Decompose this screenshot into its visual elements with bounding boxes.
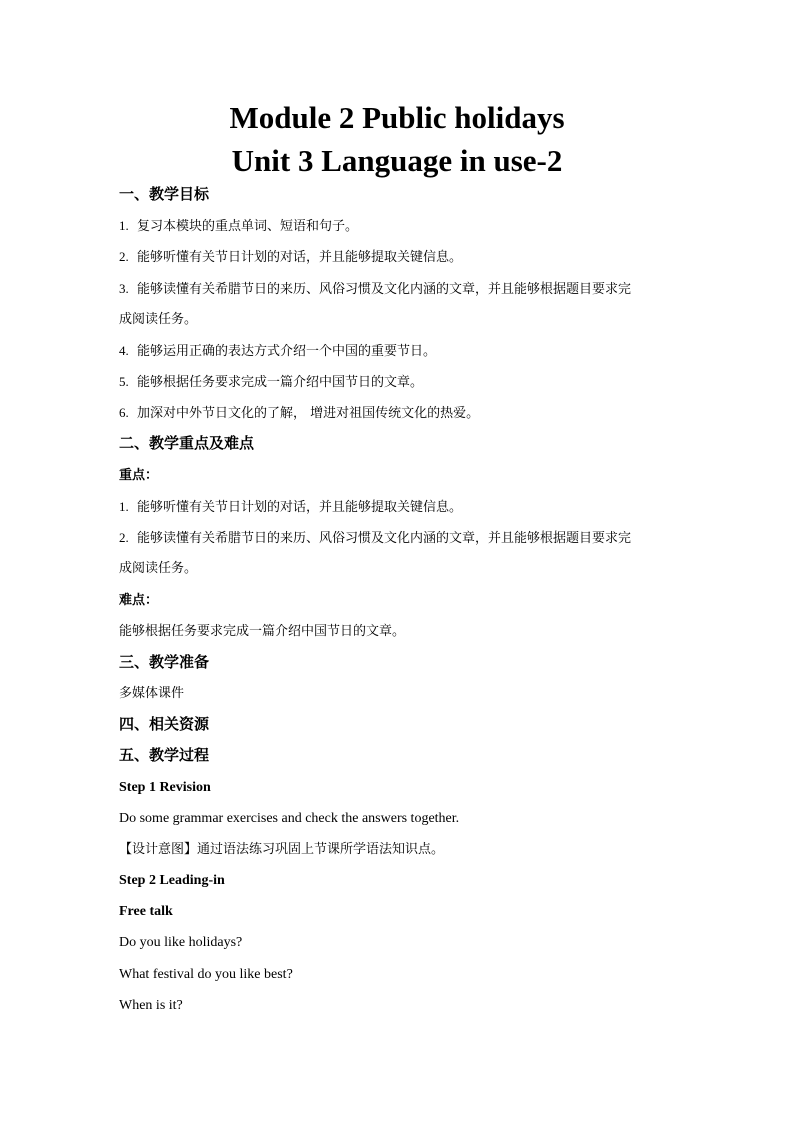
free-talk-label: Free talk bbox=[119, 904, 173, 919]
section-heading-objectives: 一、教学目标 bbox=[119, 185, 210, 203]
objective-item bbox=[119, 404, 479, 423]
document-title-line-2: Unit 3 Language in use-2 bbox=[231, 143, 563, 178]
key-point-item bbox=[119, 529, 631, 548]
item-number: 5. bbox=[119, 374, 129, 389]
key-point-item bbox=[119, 498, 462, 517]
item-text: 能够读懂有关希腊节日的来历、风俗习惯及文化内涵的文章，并且能够根据题目要求完 bbox=[137, 282, 632, 297]
item-text: 能够根据任务要求完成一篇介绍中国节日的文章。 bbox=[137, 375, 424, 390]
item-number: 2. bbox=[119, 530, 129, 545]
objective-item bbox=[119, 342, 436, 361]
key-point-item-continuation: 成阅读任务。 bbox=[119, 561, 198, 576]
objective-item bbox=[119, 248, 462, 267]
document-title-line-1: Module 2 Public holidays bbox=[229, 100, 565, 135]
item-text: 能够听懂有关节日计划的对话，并且能够提取关键信息。 bbox=[137, 500, 463, 515]
section-heading-key-points: 二、教学重点及难点 bbox=[119, 434, 255, 452]
item-text: 能够读懂有关希腊节日的来历、风俗习惯及文化内涵的文章，并且能够根据题目要求完 bbox=[137, 531, 632, 546]
step-1-text: Do some grammar exercises and check the answers together. bbox=[119, 811, 460, 826]
step-1-title: Step 1 Revision bbox=[119, 780, 211, 795]
preparation-text: 多媒体课件 bbox=[119, 686, 185, 701]
question-line: What festival do you like best? bbox=[119, 967, 293, 982]
key-points-label: 重点： bbox=[119, 468, 159, 483]
question-line: When is it? bbox=[119, 998, 183, 1013]
difficult-point-text: 能够根据任务要求完成一篇介绍中国节日的文章。 bbox=[119, 624, 406, 639]
section-heading-preparation: 三、教学准备 bbox=[119, 653, 210, 671]
item-text: 能够运用正确的表达方式介绍一个中国的重要节日。 bbox=[137, 344, 437, 359]
item-number: 4. bbox=[119, 343, 129, 358]
step-2-title: Step 2 Leading-in bbox=[119, 873, 225, 888]
difficult-points-label: 难点： bbox=[119, 593, 159, 608]
section-heading-resources: 四、相关资源 bbox=[119, 715, 210, 733]
objective-item bbox=[119, 280, 631, 299]
item-number: 6. bbox=[119, 405, 129, 420]
item-text: 复习本模块的重点单词、短语和句子。 bbox=[137, 219, 359, 234]
item-text: 加深对中外节日文化的了解， 增进对祖国传统文化的热爱。 bbox=[137, 406, 480, 421]
question-line: Do you like holidays? bbox=[119, 935, 243, 950]
section-heading-process: 五、教学过程 bbox=[119, 746, 210, 764]
item-number: 3. bbox=[119, 281, 129, 296]
item-number: 2. bbox=[119, 249, 129, 264]
step-1-design-note: 【设计意图】通过语法练习巩固上节课所学语法知识点。 bbox=[119, 842, 445, 857]
item-number: 1. bbox=[119, 218, 129, 233]
objective-item-continuation: 成阅读任务。 bbox=[119, 312, 198, 327]
item-number: 1. bbox=[119, 499, 129, 514]
item-text: 能够听懂有关节日计划的对话，并且能够提取关键信息。 bbox=[137, 250, 463, 265]
objective-item bbox=[119, 373, 423, 392]
objective-item bbox=[119, 217, 358, 236]
